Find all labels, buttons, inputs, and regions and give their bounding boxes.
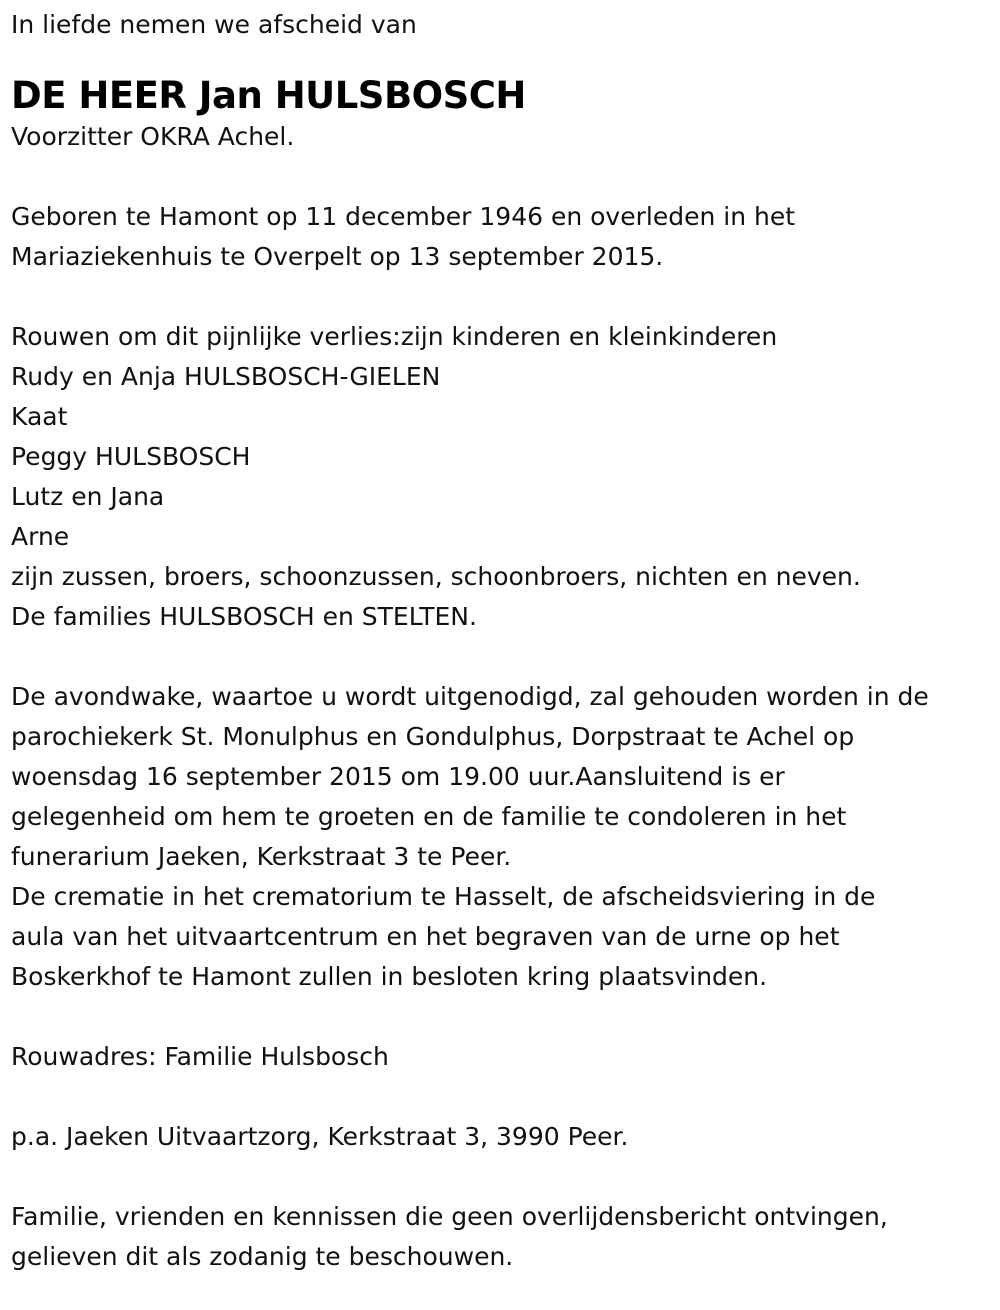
spacer — [11, 1077, 993, 1117]
intro-text: In liefde nemen we afscheid van — [11, 10, 417, 39]
mourners-line: Lutz en Jana — [11, 482, 165, 511]
ceremony-line: De crematie in het crematorium te Hasselt, de afscheidsviering in de — [11, 882, 876, 911]
deceased-role: Voorzitter OKRA Achel. — [11, 122, 295, 151]
mourners-line: Rouwen om dit pijnlijke verlies:zijn kinderen en kleinkinderen — [11, 322, 778, 351]
spacer — [11, 637, 993, 677]
mourners-line: De families HULSBOSCH en STELTEN. — [11, 602, 477, 631]
spacer — [11, 157, 993, 197]
mourners-line: Arne — [11, 522, 70, 551]
closing-paragraph — [11, 1197, 993, 1277]
spacer — [11, 277, 993, 317]
ceremony-paragraph — [11, 677, 993, 997]
ceremony-line: woensdag 16 september 2015 om 19.00 uur.Aansluitend is er — [11, 762, 785, 791]
deceased-name: DE HEER Jan HULSBOSCH — [11, 74, 526, 117]
closing-line: gelieven dit als zodanig te beschouwen. — [11, 1242, 514, 1271]
ceremony-line: aula van het uitvaartcentrum en het begraven van de urne op het — [11, 922, 840, 951]
spacer — [11, 1157, 993, 1197]
ceremony-line: gelegenheid om hem te groeten en de familie te condoleren in het — [11, 802, 847, 831]
ceremony-line: parochiekerk St. Monulphus en Gondulphus, Dorpstraat te Achel op — [11, 722, 855, 751]
closing-line: Familie, vrienden en kennissen die geen overlijdensbericht ontvingen, — [11, 1202, 888, 1231]
mourners-line: Peggy HULSBOSCH — [11, 442, 251, 471]
birth-death-paragraph — [11, 197, 993, 277]
birth-death-line: Geboren te Hamont op 11 december 1946 en overleden in het — [11, 202, 796, 231]
mourners-line: Rudy en Anja HULSBOSCH-GIELEN — [11, 362, 441, 391]
obituary-notice — [11, 5, 993, 1277]
mourning-address: Rouwadres: Familie Hulsbosch — [11, 1042, 389, 1071]
spacer — [11, 997, 993, 1037]
ceremony-line: Boskerkhof te Hamont zullen in besloten kring plaatsvinden. — [11, 962, 768, 991]
mourners-line: zijn zussen, broers, schoonzussen, schoonbroers, nichten en neven. — [11, 562, 861, 591]
care-of-address: p.a. Jaeken Uitvaartzorg, Kerkstraat 3, 3990 Peer. — [11, 1122, 629, 1151]
ceremony-line: funerarium Jaeken, Kerkstraat 3 te Peer. — [11, 842, 512, 871]
mourners-line: Kaat — [11, 402, 68, 431]
birth-death-line: Mariaziekenhuis te Overpelt op 13 september 2015. — [11, 242, 664, 271]
mourners-paragraph — [11, 317, 993, 637]
ceremony-line: De avondwake, waartoe u wordt uitgenodigd, zal gehouden worden in de — [11, 682, 929, 711]
